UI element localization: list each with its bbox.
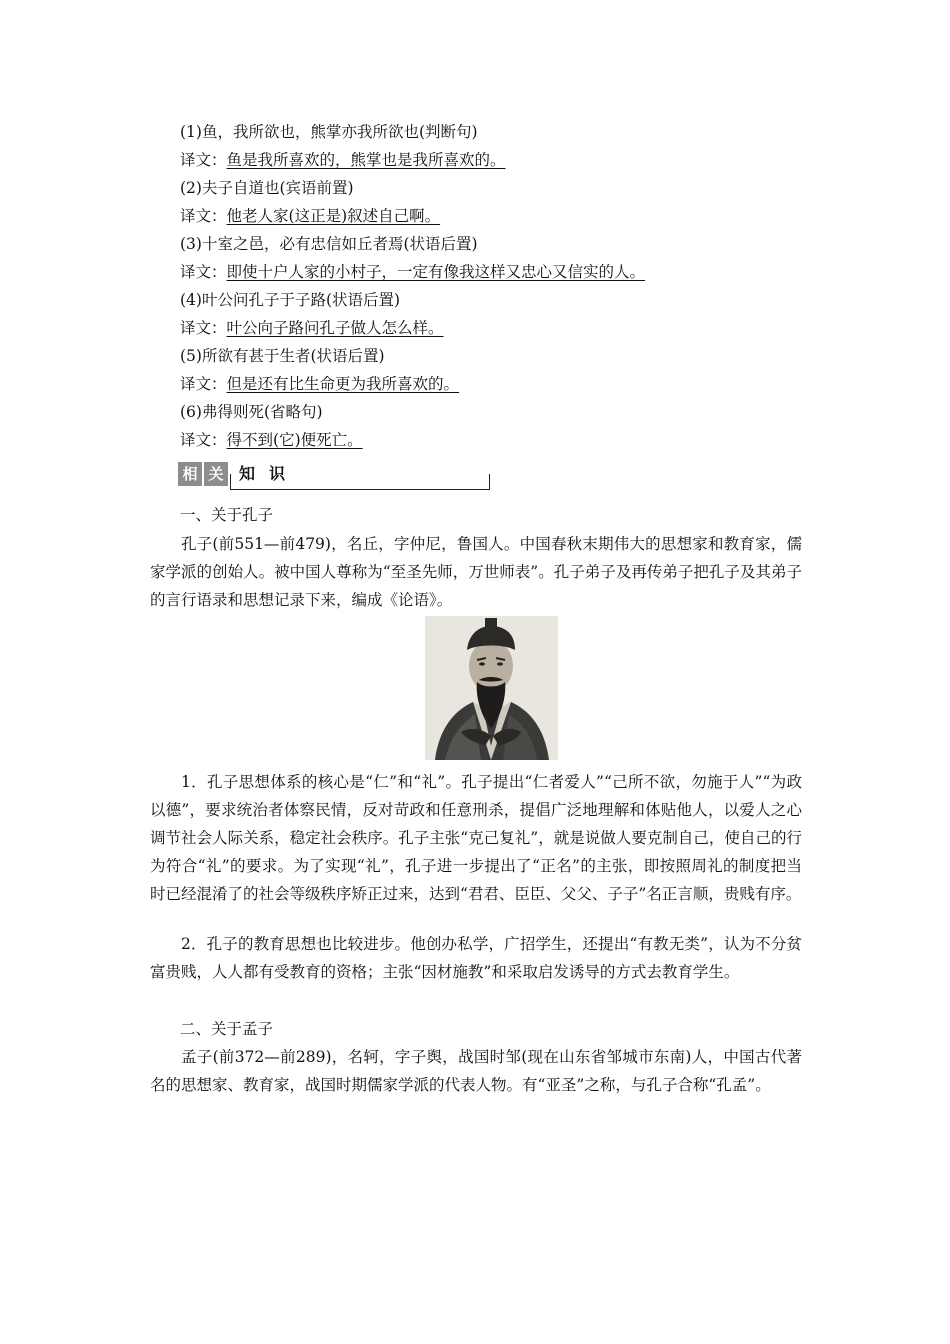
sentence-2-source: (2)夫子自道也(宾语前置) <box>180 179 354 197</box>
translation-label: 译文： <box>180 375 227 393</box>
sentence-3-source: (3)十室之邑，必有忠信如丘者焉(状语后置) <box>180 235 478 253</box>
portrait-drawing <box>425 616 558 760</box>
sentence-1-translation: 鱼是我所喜欢的，熊掌也是我所喜欢的。 <box>226 151 506 169</box>
sentence-2-translation: 他老人家(这正是)叙述自己啊。 <box>226 207 441 225</box>
confucius-point-2: 2．孔子的教育思想也比较进步。他创办私学，广招学生，还提出“有教无类”，认为不分贫富贵贱，人人都有受教育的资格；主张“因材施教”和采取启发诱导的方式去教育学生。 <box>150 935 802 981</box>
translation-label: 译文： <box>180 207 227 225</box>
heading-char-4: 识 <box>264 462 290 486</box>
confucius-portrait-image <box>425 616 558 760</box>
mencius-intro: 孟子(前372—前289)，名轲，字子舆，战国时邹(现在山东省邹城市东南)人，中国古代著名的思想家、教育家，战国时期儒家学派的代表人物。有“亚圣”之称，与孔子合称“孔孟”。 <box>150 1048 802 1094</box>
confucius-point-1: 1．孔子思想体系的核心是“仁”和“礼”。孔子提出“仁者爱人”“己所不欲，勿施于人”“为政以德”，要求统治者体察民情，反对苛政和任意刑杀，提倡广泛地理解和体贴他人，以爱人之心调节社会人际关系，稳定社会秩序。孔子主张“克己复礼”，就是说做人要克制自己，使自己的行为符合“礼”的要求。为了实现“礼”，孔子进一步提出了“正名”的主张，即按照周礼的制度把当时已经混淆了的社会等级秩序矫正过来，达到“君君、臣臣、父父、子子”名正言顺，贵贱有序。 <box>150 773 802 903</box>
translation-label: 译文： <box>180 319 227 337</box>
heading-char-1: 相 <box>178 462 202 486</box>
mencius-title: 二、关于孟子 <box>180 1020 274 1038</box>
sentence-5-translation: 但是还有比生命更为我所喜欢的。 <box>226 375 460 393</box>
sentence-3-translation: 即使十户人家的小村子，一定有像我这样又忠心又信实的人。 <box>226 263 646 281</box>
sentence-4-translation-line <box>180 318 444 338</box>
sentence-6-translation: 得不到(它)便死亡。 <box>226 431 363 449</box>
sentence-6-source: (6)弗得则死(省略句) <box>180 403 323 421</box>
sentence-5-translation-line <box>180 374 459 394</box>
translation-label: 译文： <box>180 263 227 281</box>
sentence-3-translation-line <box>180 262 645 282</box>
heading-char-2: 关 <box>204 462 228 486</box>
sentence-6-translation-line <box>180 430 363 450</box>
section-heading <box>178 462 312 492</box>
sentence-5-source: (5)所欲有甚于生者(状语后置) <box>180 347 385 365</box>
sentence-2-translation-line <box>180 206 440 226</box>
heading-char-3: 知 <box>234 462 260 486</box>
sentence-1-source: (1)鱼，我所欲也，熊掌亦我所欲也(判断句) <box>180 123 478 141</box>
confucius-title: 一、关于孔子 <box>180 506 274 524</box>
sentence-1-translation-line <box>180 150 506 170</box>
confucius-intro: 孔子(前551—前479)，名丘，字仲尼，鲁国人。中国春秋末期伟大的思想家和教育家，儒家学派的创始人。被中国人尊称为“至圣先师，万世师表”。孔子弟子及再传弟子把孔子及其弟子的言行语录和思想记录下来，编成《论语》。 <box>150 535 802 609</box>
translation-label: 译文： <box>180 151 227 169</box>
translation-label: 译文： <box>180 431 227 449</box>
sentence-4-source: (4)叶公问孔子于子路(状语后置) <box>180 291 401 309</box>
sentence-4-translation: 叶公向子路问孔子做人怎么样。 <box>226 319 444 337</box>
